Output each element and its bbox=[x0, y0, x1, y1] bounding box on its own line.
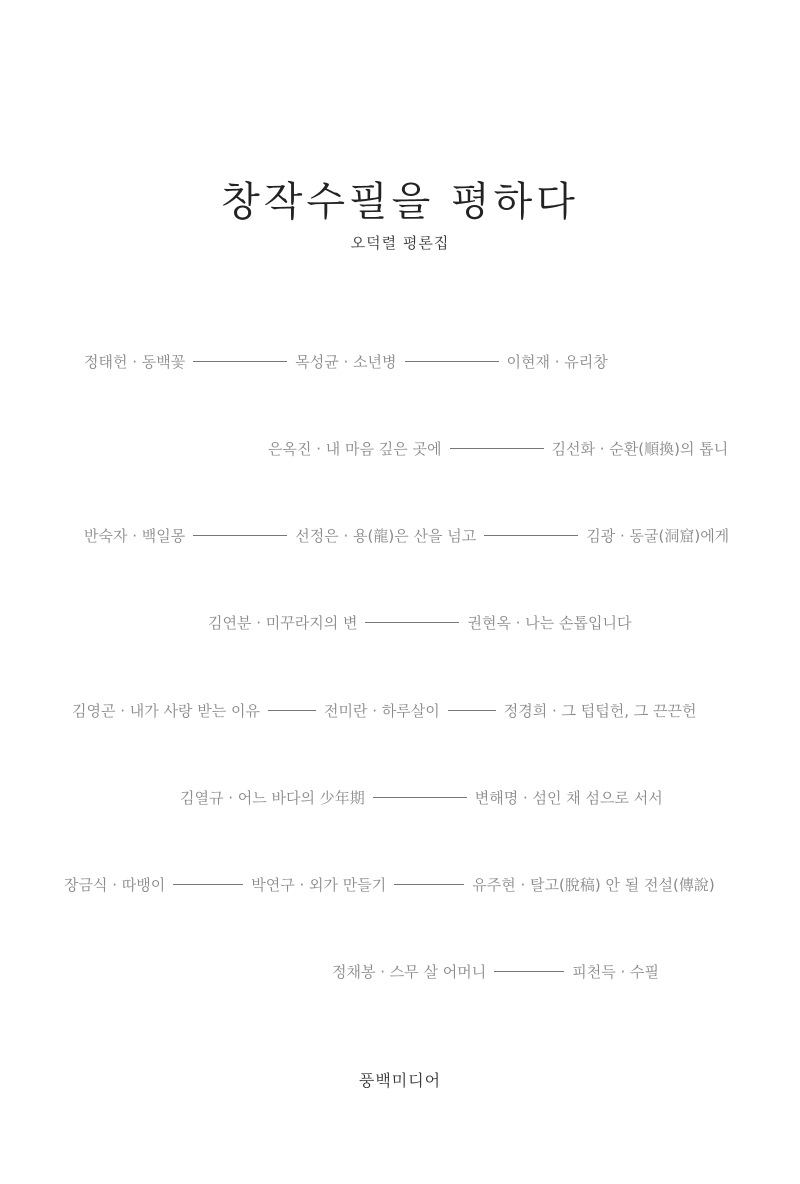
essay-entry: 이현재 · 유리창 bbox=[506, 352, 608, 371]
essay-entry: 김광 · 동굴(洞窟)에게 bbox=[586, 526, 730, 545]
essay-entry: 전미란 · 하루살이 bbox=[324, 701, 440, 720]
connector-line bbox=[373, 797, 467, 798]
essay-entry: 정채봉 · 스무 살 어머니 bbox=[332, 962, 487, 981]
essay-row-8 bbox=[332, 959, 659, 983]
connector-line bbox=[365, 622, 459, 623]
book-title: 창작수필을 평하다 bbox=[221, 179, 579, 225]
essay-row-7 bbox=[64, 872, 715, 896]
essay-entry: 정태헌 · 동백꽃 bbox=[84, 352, 186, 371]
essay-entry: 장금식 · 따뱅이 bbox=[64, 875, 166, 894]
essay-entry: 반숙자 · 백일몽 bbox=[84, 526, 186, 545]
essay-entry: 유주현 · 탈고(脫稿) 안 될 전설(傳說) bbox=[472, 875, 715, 894]
connector-line bbox=[484, 535, 578, 536]
connector-line bbox=[394, 884, 464, 885]
essay-entry: 김선화 · 순환(順換)의 톱니 bbox=[551, 439, 729, 458]
essay-row-6 bbox=[180, 785, 663, 809]
connector-line bbox=[405, 361, 499, 362]
connector-line bbox=[193, 361, 287, 362]
essay-entry: 박연구 · 외가 만들기 bbox=[251, 875, 387, 894]
connector-line bbox=[173, 884, 243, 885]
essay-entry: 정경희 · 그 텁텁헌, 그 끈끈헌 bbox=[503, 701, 697, 720]
connector-line bbox=[268, 710, 316, 711]
essay-row-4 bbox=[208, 610, 631, 634]
essay-entry: 권현옥 · 나는 손톱입니다 bbox=[467, 613, 632, 632]
connector-line bbox=[494, 971, 564, 972]
essay-entry: 변해명 · 섬인 채 섬으로 서서 bbox=[474, 788, 663, 807]
connector-line bbox=[193, 535, 287, 536]
essay-row-2 bbox=[268, 436, 728, 460]
essay-entry: 김연분 · 미꾸라지의 변 bbox=[208, 613, 358, 632]
essay-row-1 bbox=[84, 349, 608, 373]
book-subtitle: 오덕렬 평론집 bbox=[350, 234, 450, 252]
essay-row-5 bbox=[72, 698, 697, 722]
essay-entry: 피천득 · 수필 bbox=[572, 962, 660, 981]
connector-line bbox=[450, 448, 544, 449]
essay-row-3 bbox=[84, 523, 729, 547]
essay-entry: 김열규 · 어느 바다의 少年期 bbox=[180, 788, 365, 807]
connector-line bbox=[448, 710, 496, 711]
essay-entry: 김영곤 · 내가 사랑 받는 이유 bbox=[72, 701, 260, 720]
essay-entry: 은옥진 · 내 마음 깊은 곳에 bbox=[268, 439, 442, 458]
essay-entry: 선정은 · 용(龍)은 산을 넘고 bbox=[295, 526, 477, 545]
publisher-name: 풍백미디어 bbox=[358, 1071, 442, 1090]
essay-entry: 목성균 · 소년병 bbox=[295, 352, 397, 371]
